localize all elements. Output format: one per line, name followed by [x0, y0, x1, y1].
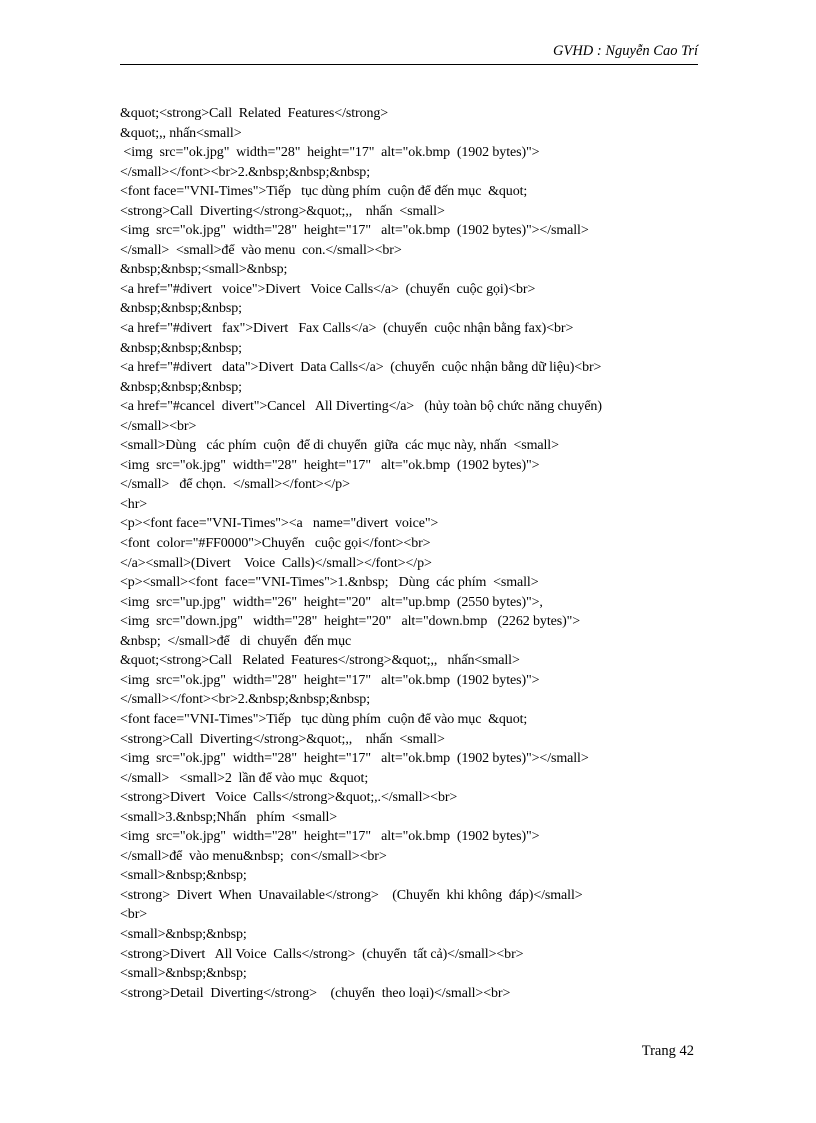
text-line: <p><font face="VNI-Times"><a name="divert voice">: [120, 516, 439, 532]
text-line: <strong>Divert Voice Calls</strong>&quot;,.</small><br>: [120, 790, 458, 806]
text-line: &nbsp;&nbsp;&nbsp;: [120, 301, 242, 317]
text-line: &quot;<strong>Call Related Features</strong>: [120, 106, 389, 121]
text-line: <img src="ok.jpg" width="28" height="17" alt="ok.bmp (1902 bytes)">: [120, 457, 540, 473]
text-line: </small></font><br>2.&nbsp;&nbsp;&nbsp;: [120, 692, 370, 708]
text-line: <small>&nbsp;&nbsp;: [120, 966, 247, 982]
text-line: <img src="down.jpg" width="28" height="20" alt="down.bmp (2262 bytes)">: [120, 614, 581, 630]
text-line: <font face="VNI-Times">Tiếp tục dùng phím cuộn để vào mục &quot;: [120, 711, 528, 727]
text-line: <img src="ok.jpg" width="28" height="17" alt="ok.bmp (1902 bytes)">: [120, 145, 540, 161]
text-line: <a href="#divert data">Divert Data Calls</a> (chuyển cuộc nhận bằng dữ liệu)<br>: [120, 360, 602, 376]
text-line: <strong>Divert All Voice Calls</strong> (chuyển tất cả)</small><br>: [120, 946, 524, 962]
text-line: </small></font><br>2.&nbsp;&nbsp;&nbsp;: [120, 164, 370, 180]
text-line: &quot;<strong>Call Related Features</strong>&quot;,, nhấn<small>: [120, 653, 520, 669]
text-line: &nbsp;&nbsp;&nbsp;: [120, 340, 242, 356]
document-body: [120, 104, 680, 1003]
text-line: <strong>Call Diverting</strong>&quot;,, nhấn <small>: [120, 203, 445, 219]
text-line: &quot;,, nhấn<small>: [120, 125, 242, 141]
text-line: <hr>: [120, 496, 148, 512]
text-line: <p><small><font face="VNI-Times">1.&nbsp; Dùng các phím <small>: [120, 575, 539, 591]
text-line: <a href="#divert voice">Divert Voice Calls</a> (chuyển cuộc gọi)<br>: [120, 281, 536, 297]
text-line: <img src="ok.jpg" width="28" height="17" alt="ok.bmp (1902 bytes)">: [120, 672, 540, 688]
text-line: <img src="up.jpg" width="26" height="20" alt="up.bmp (2550 bytes)">,: [120, 594, 543, 610]
text-line: </small> để chọn. </small></font></p>: [120, 477, 350, 493]
text-line: <strong>Call Diverting</strong>&quot;,, nhấn <small>: [120, 731, 445, 747]
text-line: &nbsp;&nbsp;<small>&nbsp;: [120, 262, 288, 278]
text-line: <a href="#divert fax">Divert Fax Calls</a> (chuyển cuộc nhận bằng fax)<br>: [120, 321, 574, 337]
text-line: </small><br>: [120, 418, 197, 434]
text-line: </small>để vào menu&nbsp; con</small><br>: [120, 848, 387, 864]
page-number: Trang 42: [641, 1043, 694, 1059]
text-line: <img src="ok.jpg" width="28" height="17" alt="ok.bmp (1902 bytes)"></small>: [120, 223, 589, 239]
text-line: <small>Dùng các phím cuộn để di chuyển giữa các mục này, nhấn <small>: [120, 438, 559, 454]
text-line: </small> <small>để vào menu con.</small><br>: [120, 242, 402, 258]
page-header: [120, 40, 698, 65]
text-line: </small> <small>2 lần để vào mục &quot;: [120, 770, 369, 786]
text-line: <br>: [120, 907, 148, 923]
text-line: <a href="#cancel divert">Cancel All Diverting</a> (hủy toàn bộ chức năng chuyển): [120, 399, 602, 415]
header-instructor: GVHD : Nguyễn Cao Trí: [553, 43, 698, 59]
text-line: <small>&nbsp;&nbsp;: [120, 868, 247, 884]
text-line: <strong> Divert When Unavailable</strong> (Chuyển khi không đáp)</small>: [120, 887, 583, 903]
text-line: &nbsp;&nbsp;&nbsp;: [120, 379, 242, 395]
text-line: <img src="ok.jpg" width="28" height="17" alt="ok.bmp (1902 bytes)">: [120, 829, 540, 845]
text-line: <font color="#FF0000">Chuyển cuộc gọi</font><br>: [120, 536, 431, 552]
text-line: <small>&nbsp;&nbsp;: [120, 926, 247, 942]
text-line: <font face="VNI-Times">Tiếp tục dùng phím cuộn để đến mục &quot;: [120, 184, 528, 200]
text-line: <img src="ok.jpg" width="28" height="17" alt="ok.bmp (1902 bytes)"></small>: [120, 751, 589, 767]
text-line: </a><small>(Divert Voice Calls)</small></font></p>: [120, 555, 432, 571]
text-line: &nbsp; </small>để di chuyển đến mục: [120, 633, 352, 649]
text-line: <strong>Detail Diverting</strong> (chuyển theo loại)</small><br>: [120, 985, 511, 1001]
text-line: <small>3.&nbsp;Nhấn phím <small>: [120, 809, 338, 825]
